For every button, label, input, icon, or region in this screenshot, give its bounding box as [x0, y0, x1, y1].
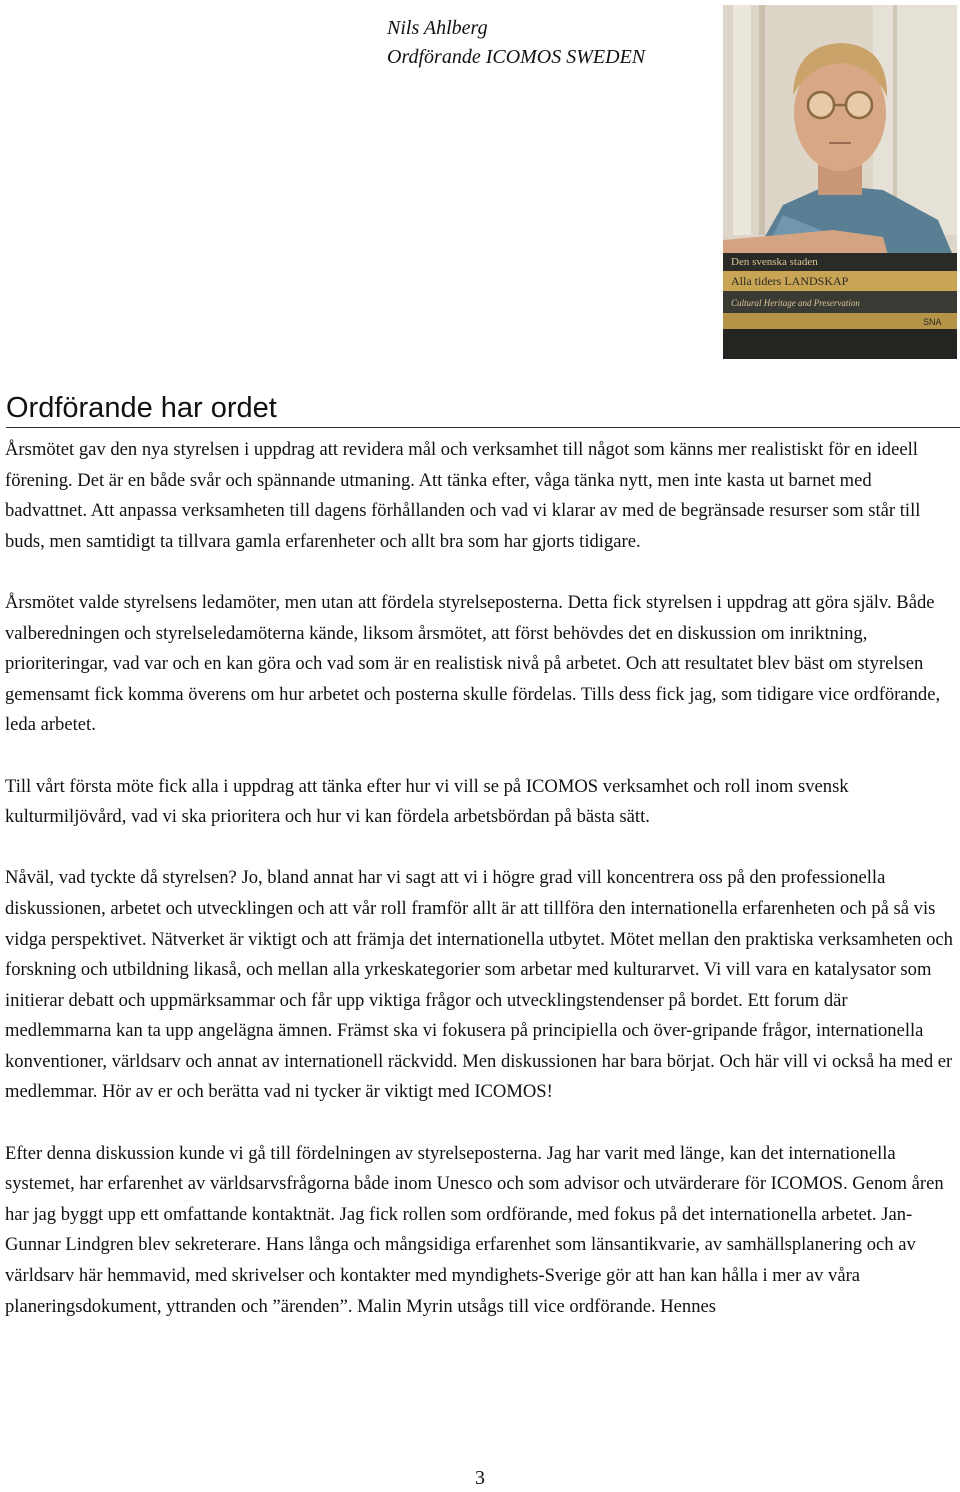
- page-number: 3: [475, 1467, 485, 1489]
- paragraph-4: Nåväl, vad tyckte då styrelsen? Jo, bland annat har vi sagt att vi i högre grad vill koncentrera oss på den professionella diskussionen, arbetet och utvecklingen och att vår roll framför allt är att tillföra den internationella erfarenheten och på så vis vidga perspektivet. Nätverket är viktigt och att främja det internationella utbytet. Mötet mellan den praktiska verksamheten och forskning och utbildning likaså, och mellan alla yrkeskategorier som arbetar med kulturarvet. Vi vill vara en katalysator som initierar debatt och uppmärksammar och får upp viktiga frågor och utvecklingstendenser på bordet. Ett forum där medlemmarna kan ta upp angelägna ämnen. Främst ska vi fokusera på principiella och över-gripande frågor, internationella konventioner, världsarv och annat av internationell räckvidd. Men diskussionen har bara börjat. Och här vill vi också ha med er medlemmar. Hör av er och berätta vad ni tycker är viktigt med ICOMOS!: [5, 867, 953, 1103]
- author-role: Ordförande ICOMOS SWEDEN: [387, 46, 646, 68]
- author-block: [387, 14, 645, 72]
- paragraph-5: Efter denna diskussion kunde vi gå till fördelningen av styrelseposterna. Jag har varit med länge, kan det internationella systemet, har erfarenhet av världsarvsfrågorna både inom Unesco och som advisor och utvärderare för ICOMOS. Genom åren har jag byggt upp ett omfattande kontaktnät. Jag fick rollen som ordförande, med fokus på det internationella arbetet. Jan-Gunnar Lindgren blev sekreterare. Hans långa och mångsidiga erfarenhet som länsantikvarie, av samhällsplanering och av världsarv här hemmavid, med skrivelser och kontakter med myndighets-Sverige gör att han kan hålla i mer av våra planeringsdokument, yttranden och ”ärenden”. Malin Myrin utsågs till vice ordförande. Hennes: [5, 1142, 944, 1317]
- author-name: Nils Ahlberg: [387, 17, 488, 39]
- paragraph-3: Till vårt första möte fick alla i uppdrag att tänka efter hur vi vill se på ICOMOS verksamhet och roll inom svensk kulturmiljövård, vad vi ska prioritera och hur vi kan fördela arbetsbördan på bästa sätt.: [5, 775, 849, 828]
- book-title-1: Den svenska staden: [731, 256, 818, 268]
- paragraph-2: Årsmötet valde styrelsens ledamöter, men utan att fördela styrelseposterna. Detta fick styrelsen i uppdrag att göra själv. Både valberedningen och styrelseledamöterna kände, liksom årsmötet, att först behövdes det en diskussion om inriktning, prioriteringar, vad var och en kan göra och vad som är en realistisk nivå på arbetet. Och att resultatet blev bäst om styrelsen gemensamt fick komma överens om hur arbetet och posterna skulle fördelas. Tills dess fick jag, som tidigare vice ordförande, leda arbetet.: [5, 591, 941, 736]
- heading-rule: [6, 389, 960, 428]
- paragraph-1: Årsmötet gav den nya styrelsen i uppdrag att revidera mål och verksamhet till något som känns mer realistiskt för en ideell förening. Det är en både svår och spännande utmaning. Att tänka efter, våga tänka nytt, men inte kasta ut barnet med badvattnet. Att anpassa verksamheten till dagens förhållanden och vad vi klarar av med de begränsade resurser som står till buds, men samtidigt ta tillvara gamla erfarenheter och allt bra som har gjorts tidigare.: [5, 439, 921, 552]
- portrait-illustration: [723, 5, 957, 359]
- book-title-3: Cultural Heritage and Preservation: [731, 298, 860, 308]
- book-title-2: Alla tiders LANDSKAP: [731, 274, 849, 288]
- author-photo: [723, 5, 957, 359]
- page-title: Ordförande har ordet: [6, 392, 277, 424]
- book-title-4: SNA: [923, 317, 942, 327]
- article-body: [5, 435, 955, 1353]
